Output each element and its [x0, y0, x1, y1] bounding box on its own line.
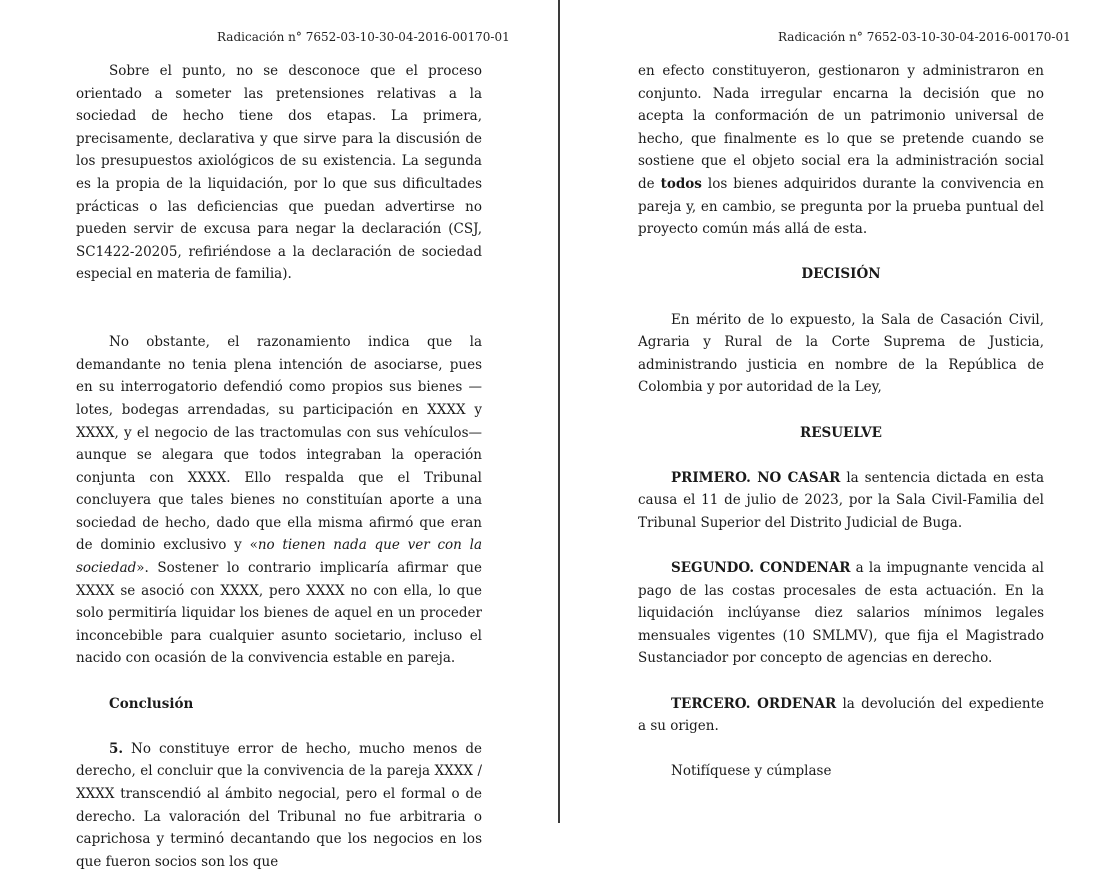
resuelve-heading: RESUELVE: [800, 424, 882, 441]
decision-paragraph: En mérito de lo expuesto, la Sala de Casación Civil, Agraria y Rural de la Corte Suprema de Justicia, administrando justicia en nombre de la República de Colombia y por autoridad de la Ley,: [638, 311, 1044, 396]
paragraph-continued: [638, 60, 1044, 241]
segundo-paragraph: [638, 557, 1044, 670]
paragraph-2: [76, 331, 482, 670]
right-page-body: [638, 60, 1044, 783]
segundo-label: SEGUNDO. CONDENAR: [671, 560, 851, 577]
paragraph-2-quote: no tienen nada que ver con la sociedad: [76, 537, 482, 577]
conclusion-heading: Conclusión: [109, 695, 194, 712]
left-page-body: [76, 60, 482, 873]
primero-text: la sentencia dictada en esta causa el 11 de julio de 2023, por la Sala Civil-Familia del Tribunal Superior del Distrito Judicial de Buga.: [638, 469, 1044, 531]
left-page-header: Radicación n° 7652-03-10-30-04-2016-00170-01: [217, 30, 510, 44]
paragraph-2-part-a: No obstante, el razonamiento indica que la demandante no tenia plena intención de asociarse, pues en su interrogatorio defendió como propios sus bienes —lotes, bodegas arrendadas, su participación en XXXX y XXXX, y el negocio de las tractomulas con sus vehículos— aunque se alegara que todos integraban la operación conjunta con XXXX. Ello respalda que el Tribunal concluyera que tales bienes no constituían aporte a una sociedad de hecho, dado que ella misma afirmó que eran de dominio exclusivo y «: [76, 334, 482, 554]
segundo-text: a la impugnante vencida al pago de las costas procesales de esta actuación. En la liquidación inclúyanse diez salarios mínimos legales mensuales vigentes (10 SMLMV), que fija el Magistrado Sustanciador por concepto de agencias en derecho.: [638, 560, 1044, 667]
paragraph-3: [76, 738, 482, 873]
paragraph-continued-part-a: en efecto constituyeron, gestionaron y administraron en conjunto. Nada irregular encarna la decisión que no acepta la conformación de un patrimonio universal de hecho, que finalmente es lo que se pretende cuando se sostiene que el objeto social era la administración social de: [638, 63, 1044, 192]
paragraph-3-text: No constituye error de hecho, mucho menos de derecho, el concluir que la convivencia de la pareja XXXX / XXXX transcendió al ámbito negocial, pero el formal o de derecho. La valoración del Tribunal no fue arbitraria o caprichosa y terminó decantando que los negocios en los que fueron socios son los que: [76, 740, 482, 870]
primero-label: PRIMERO. NO CASAR: [671, 469, 841, 486]
paragraph-2-part-b: ». Sostener lo contrario implicaría afirmar que XXXX se asoció con XXXX, pero XXXX no con ella, lo que solo permitiría liquidar los bienes de aquel en un proceder inconcebible para cualquier asunto societario, incluso el nacido con ocasión de la convivencia estable en pareja.: [76, 560, 482, 667]
right-page-header: Radicación n° 7652-03-10-30-04-2016-00170-01: [778, 30, 1071, 44]
primero-paragraph: [638, 467, 1044, 535]
closing-line: Notifíquese y cúmplase: [671, 763, 832, 780]
paragraph-continued-part-b: los bienes adquiridos durante la convivencia en pareja y, en cambio, se pregunta por la prueba puntual del proyecto común más allá de esta.: [638, 175, 1044, 238]
left-page: [0, 0, 558, 870]
decision-heading: DECISIÓN: [801, 266, 881, 283]
tercero-label: TERCERO. ORDENAR: [671, 695, 837, 712]
tercero-paragraph: [638, 693, 1044, 738]
right-page: [560, 0, 1117, 823]
paragraph-3-number: 5.: [109, 740, 124, 757]
emphasis-todos: todos: [660, 175, 702, 192]
tercero-text: la devolución del expediente a su origen.: [638, 695, 1045, 735]
paragraph-1: Sobre el punto, no se desconoce que el proceso orientado a someter las pretensiones relativas a la sociedad de hecho tiene dos etapas. La primera, precisamente, declarativa y que sirve para la discusión de los presupuestos axiológicos de su existencia. La segunda es la propia de la liquidación, por lo que sus dificultades prácticas o las deficiencias que puedan advertirse no pueden servir de excusa para negar la declaración (CSJ, SC1422-20205, refiriéndose a la declaración de sociedad especial en materia de familia).: [76, 63, 482, 283]
